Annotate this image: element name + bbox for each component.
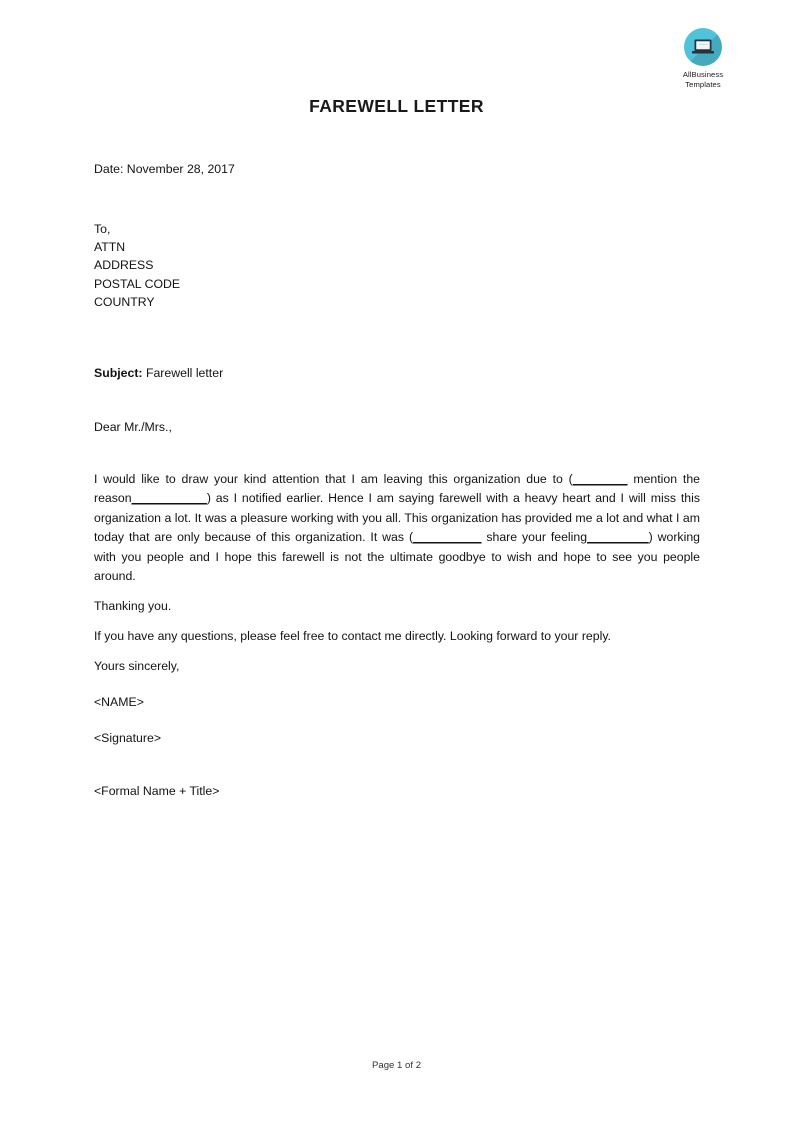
subject-label: Subject: xyxy=(94,366,143,380)
salutation: Dear Mr./Mrs., xyxy=(94,420,172,434)
recipient-address-block xyxy=(94,220,180,311)
address-line: POSTAL CODE xyxy=(94,276,181,291)
signature-placeholder: <Signature> xyxy=(94,731,162,745)
page-footer: Page 1 of 2 xyxy=(371,1060,422,1071)
questions-line: If you have any questions, please feel free to contact me directly. Looking forward to your reply. xyxy=(94,629,611,643)
blank-field-1: ________ xyxy=(572,472,628,486)
blank-field-3: __________ xyxy=(413,530,482,545)
thanking-line: Thanking you. xyxy=(94,599,172,613)
formal-name-title-placeholder: <Formal Name + Title> xyxy=(94,784,220,798)
page-title: FAREWELL LETTER xyxy=(309,96,484,116)
subject-value: Farewell letter xyxy=(145,366,224,380)
blank-field-4: _________ xyxy=(587,530,649,545)
address-line: ATTN xyxy=(94,240,126,255)
body-text-part2: mention the reason xyxy=(94,472,700,506)
address-line: COUNTRY xyxy=(94,294,155,309)
address-line: To, xyxy=(94,222,111,236)
body-text-part5: ) working with you people and I hope this farewell is not the ultimate goodbye to wish and hope to see you people around. xyxy=(94,530,700,584)
logo-text-line1: AllBusiness xyxy=(682,70,724,79)
body-paragraph xyxy=(94,470,700,586)
name-placeholder: <NAME> xyxy=(94,695,144,709)
logo-mark xyxy=(684,28,722,66)
date-line: Date: November 28, 2017 xyxy=(94,162,235,176)
allbusiness-templates-logo xyxy=(661,28,745,89)
body-text-part4: share your feeling xyxy=(481,530,588,545)
address-line: ADDRESS xyxy=(94,258,154,273)
sincerely-line: Yours sincerely, xyxy=(94,659,180,673)
subject-line xyxy=(94,364,223,383)
body-text-part1: I would like to draw your kind attention that I am leaving this organization due to ( xyxy=(94,472,573,486)
laptop-icon xyxy=(692,39,714,56)
blank-field-2: ___________ xyxy=(131,491,207,506)
body-text-part3: ) as I notified earlier. Hence I am saying farewell with a heavy heart and I will miss this organization a lot. It was a pleasure working with you all. This organization has provided me a lot and what I am today that are only because of this organization. It was ( xyxy=(94,491,700,545)
logo-text-line2: Templates xyxy=(685,79,721,89)
